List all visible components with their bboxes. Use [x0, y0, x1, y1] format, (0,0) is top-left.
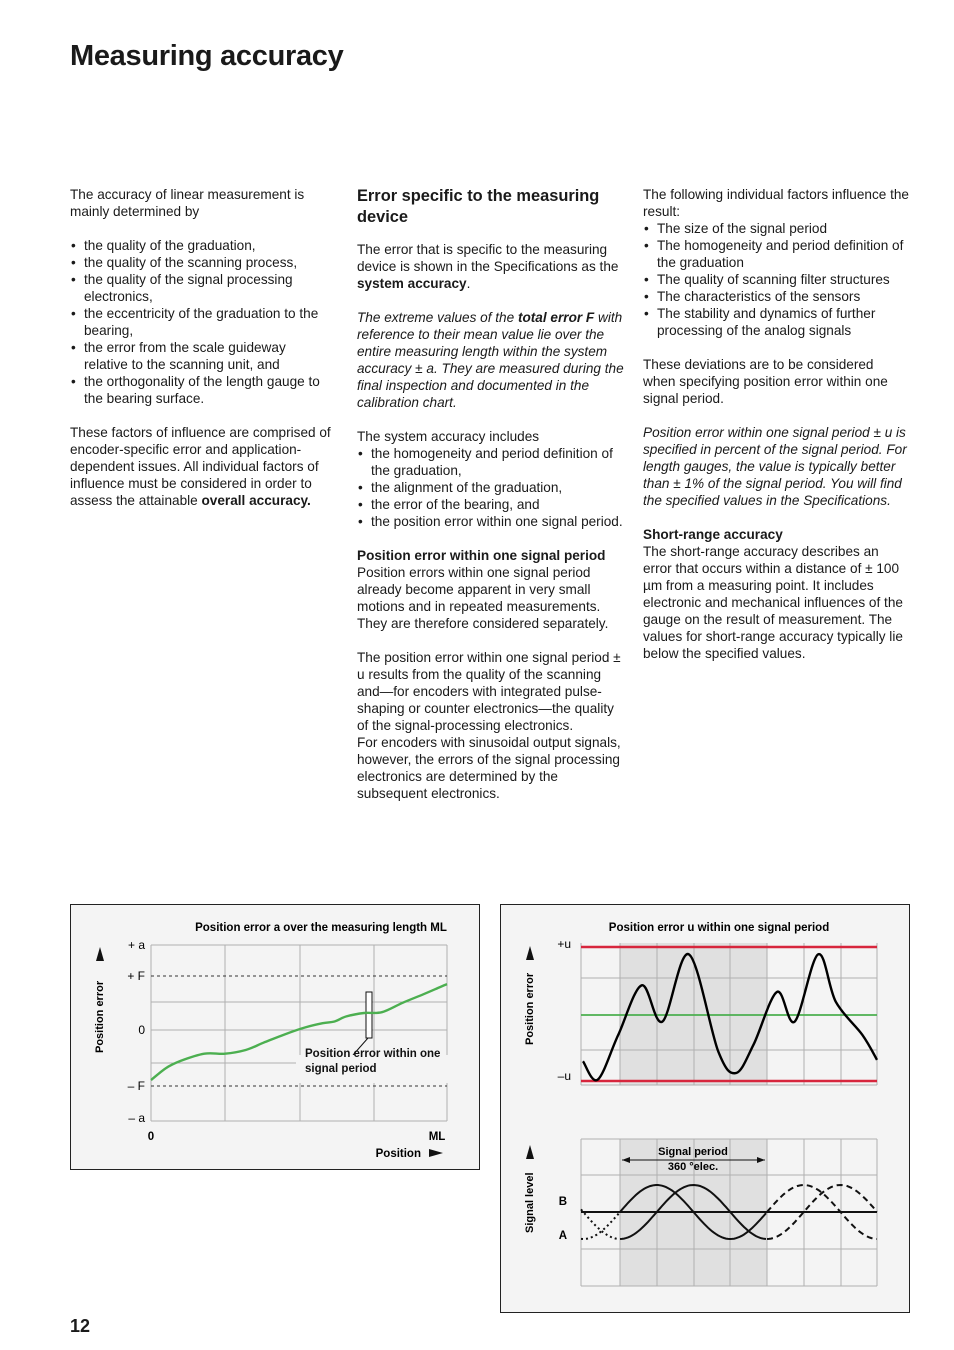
col1-para2 [70, 424, 332, 509]
list-item: • the error of the bearing, and [357, 496, 627, 513]
col1-factor-list [70, 237, 332, 407]
list-item: • the homogeneity and period definition of the graduation, [357, 445, 627, 479]
y-tick-label: +u [557, 937, 571, 951]
y-tick-label: + F [127, 969, 145, 983]
col2-sub-heading: Position error within one signal period [357, 548, 606, 563]
page-title: Measuring accuracy [70, 40, 344, 72]
list-item: • The size of the signal period [643, 220, 909, 237]
y-axis-arrow-icon [526, 946, 534, 960]
col2-p2-bold: total error F [517, 310, 595, 325]
list-item: • The stability and dynamics of further processing of the analog signals [643, 305, 909, 339]
col2-p2-b: with reference to their mean value lie over the entire measuring length within the system accuracy ± a. They are measured during the final inspection and documented in the calibration chart. [357, 310, 624, 410]
col2-heading: Error specific to the measuring device [357, 187, 600, 226]
y-axis-label: Signal level [524, 1172, 536, 1233]
x-axis-arrow-icon [429, 1149, 443, 1157]
chart-position-error-u [501, 905, 909, 1312]
annotation-box [305, 1047, 445, 1083]
signal-period-value: 360 °elec. [667, 1161, 719, 1173]
list-item: • the alignment of the graduation, [357, 479, 627, 496]
signal-period-label: Signal period [658, 1146, 728, 1158]
signal-period-marker [366, 992, 372, 1038]
chart-panel-position-error-ml [70, 904, 480, 1170]
signal-b-dotted [581, 1209, 619, 1239]
x-tick-label: 0 [147, 1131, 155, 1143]
col1-para2-bold: overall accuracy. [201, 493, 311, 508]
column-3 [643, 186, 909, 679]
col3-factor-list [643, 220, 909, 339]
col3-p4: The short-range accuracy describes an error that occurs within a distance of ± 100 µm from a measuring point. It includes electronic and mechanical influences of the gauge on the result of measurement. The values for short-range accuracy typically lie below the specified values. [643, 544, 903, 661]
chart-title: Position error a over the measuring length ML [195, 922, 447, 934]
col3-p3 [643, 424, 909, 509]
list-item: • The quality of scanning filter structures [643, 271, 909, 288]
list-item: • the error from the scale guideway relative to the scanning unit, and [70, 339, 332, 373]
list-item: • the quality of the scanning process, [70, 254, 332, 271]
list-item: • the position error within one signal period. [357, 513, 627, 530]
page-number: 12 [70, 1316, 91, 1336]
y-tick-label: – a [128, 1111, 145, 1125]
col1-intro: The accuracy of linear measurement is mainly determined by [70, 187, 305, 219]
col2-p6: For encoders with sinusoidal output signals, however, the errors of the signal processing electronics are determined by the subsequent electronics. [357, 735, 621, 801]
x-tick-label: ML [428, 1131, 446, 1143]
col2-p2 [357, 309, 627, 411]
chart-title: Position error u within one signal period [608, 922, 830, 934]
col3-sub-heading: Short-range accuracy [643, 527, 783, 542]
col1-para2-text: These factors of influence are comprised of encoder-specific error and application-dependent issues. All individual factors of influence must be considered in order to assess the attainable [70, 425, 331, 508]
col2-p4: Position errors within one signal period already become apparent in very small motions and in repeated measurements. They are therefore considered separately. [357, 565, 609, 631]
y-tick-label: –u [557, 1069, 571, 1083]
y-tick-label: + a [127, 938, 145, 952]
col3-p3-text: Position error within one signal period ± u is specified in percent of the signal period. For length gauges, the value is typically better than ± 1% of the signal period. You will find the specified values in the Specifications. [643, 425, 907, 508]
signal-a-dotted [581, 1213, 619, 1239]
series-label-b: B [558, 1196, 567, 1208]
y-axis-label: Position error [94, 980, 106, 1053]
col3-p2: These deviations are to be considered when specifying position error within one signal period. [643, 357, 888, 406]
y-axis-label: Position error [524, 972, 536, 1045]
chart-grid [151, 945, 447, 1121]
list-item: • the quality of the signal processing electronics, [70, 271, 332, 305]
col2-p3: The system accuracy includes [357, 429, 540, 444]
col2-p1-text: The error that is specific to the measuring device is shown in the Specifications as the [357, 242, 619, 274]
chart-panel-position-error-u [500, 904, 910, 1313]
list-item: • the orthogonality of the length gauge to the bearing surface. [70, 373, 332, 407]
column-1 [70, 186, 332, 526]
list-item: • the eccentricity of the graduation to the bearing, [70, 305, 332, 339]
y-axis-arrow-icon [526, 1145, 534, 1159]
column-2 [357, 186, 627, 819]
y-axis-arrow-icon [96, 947, 104, 961]
col2-p2-a: The extreme values of the [357, 310, 518, 325]
col3-p1: The following individual factors influence the result: [643, 187, 909, 219]
col2-p1 [357, 241, 627, 292]
col2-includes-list [357, 445, 627, 530]
x-axis-label: Position [375, 1148, 421, 1160]
col2-p1-bold: system accuracy [357, 276, 467, 291]
annotation-text: Position error within one signal period [305, 1048, 441, 1075]
y-tick-label: – F [127, 1079, 145, 1093]
series-label-a: A [558, 1230, 567, 1242]
y-tick-label: 0 [138, 1023, 145, 1037]
list-item: • The characteristics of the sensors [643, 288, 909, 305]
col2-p5: The position error within one signal period ± u results from the quality of the scanning and—for encoders with integrated pulse-shaping or counter electronics—the quality of the signal-processing electronics. [357, 650, 621, 733]
chart-position-error-ml [71, 905, 479, 1169]
col2-p1-end: . [466, 276, 471, 291]
list-item: • The homogeneity and period definition of the graduation [643, 237, 909, 271]
list-item: • the quality of the graduation, [70, 237, 332, 254]
